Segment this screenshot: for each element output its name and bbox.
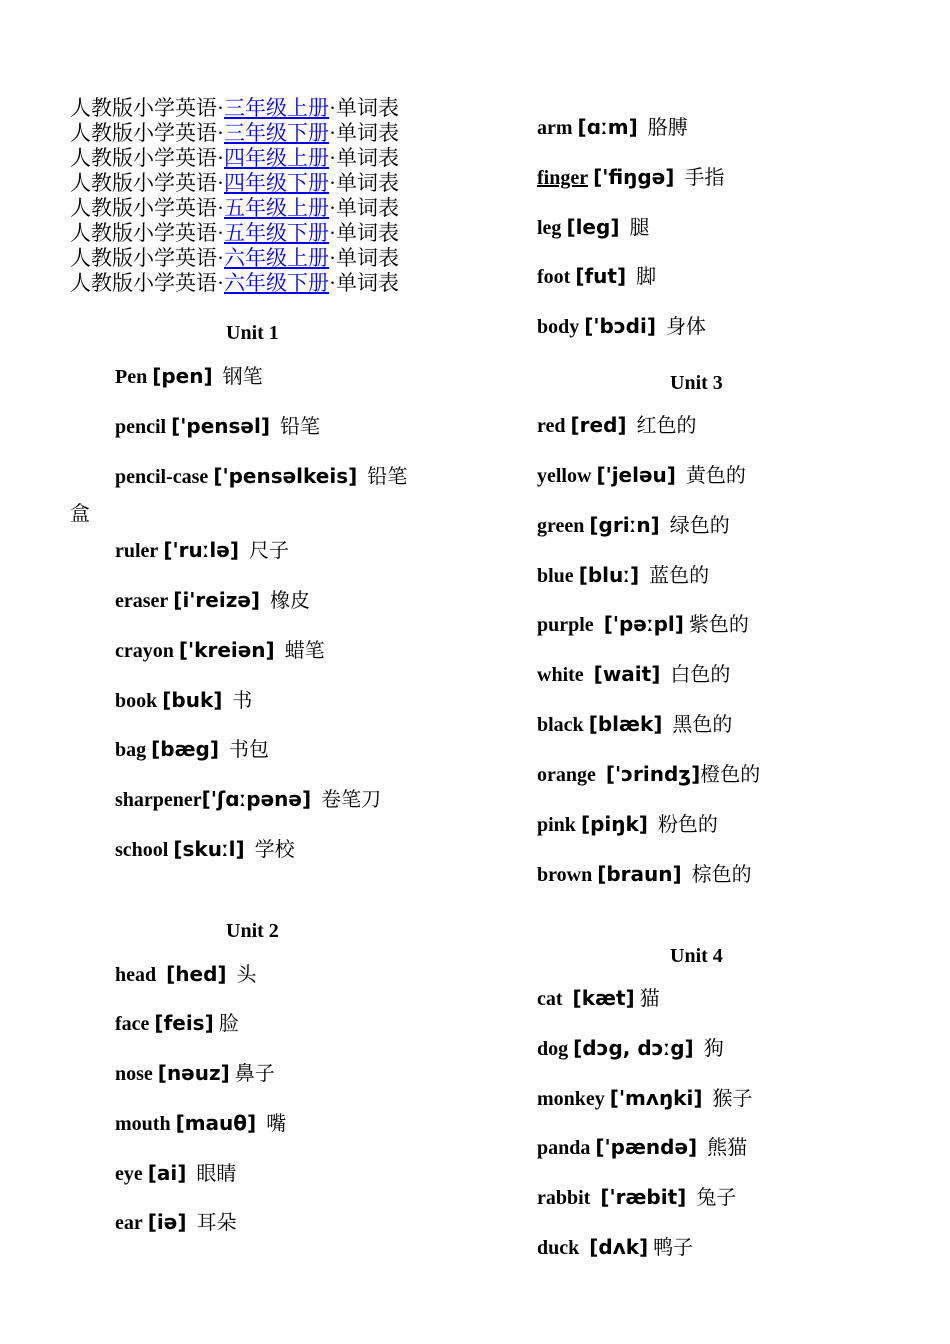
chinese-meaning: 绿色的 — [669, 513, 730, 537]
english-word: cat — [537, 988, 563, 1010]
phonetic: ['pəːpl] — [603, 612, 684, 636]
grade-link-4a[interactable]: 四年级上册 — [224, 146, 329, 170]
english-word: mouth — [115, 1113, 171, 1135]
english-word: pencil — [115, 416, 167, 438]
link-suffix: ·单词表 — [329, 121, 399, 145]
phonetic: [dʌk] — [589, 1235, 649, 1259]
english-word: arm — [537, 117, 573, 139]
phonetic: ['pændə] — [595, 1135, 698, 1159]
link-suffix: ·单词表 — [329, 96, 399, 120]
english-word: bag — [115, 739, 147, 761]
vocab-entry — [537, 260, 656, 289]
chinese-meaning: 学校 — [254, 837, 295, 861]
chinese-meaning: 脚 — [636, 264, 657, 288]
unit-4-heading: Unit 4 — [670, 945, 723, 967]
phonetic: [mauθ] — [175, 1111, 257, 1135]
vocab-entry — [537, 459, 746, 488]
vocab-entry — [537, 608, 749, 637]
vocab-entry — [537, 858, 752, 887]
phonetic: [bæg] — [151, 737, 219, 761]
chinese-meaning: 粉色的 — [657, 812, 718, 836]
english-word: rabbit — [537, 1187, 591, 1209]
link-suffix: ·单词表 — [329, 271, 399, 295]
grade-link-6b[interactable]: 六年级下册 — [224, 271, 329, 295]
phonetic: [i'reizə] — [173, 588, 261, 612]
vocab-entry — [537, 559, 709, 588]
grade-link-3a[interactable]: 三年级上册 — [224, 96, 329, 120]
chinese-meaning: 钢笔 — [222, 364, 263, 388]
vocab-entry — [537, 211, 649, 240]
link-suffix: ·单词表 — [329, 196, 399, 220]
link-prefix: 人教版小学英语· — [70, 146, 224, 170]
vocab-entry — [115, 360, 263, 389]
link-prefix: 人教版小学英语· — [70, 271, 224, 295]
vocab-entry — [115, 1206, 236, 1235]
phonetic: [blæk] — [588, 712, 663, 736]
english-word: orange — [537, 764, 596, 786]
chinese-meaning: 耳朵 — [196, 1210, 237, 1234]
grade-link-row — [70, 96, 399, 121]
english-word: sharpener — [115, 789, 202, 811]
english-word: pencil-case — [115, 466, 209, 488]
chinese-meaning-wrap: 盒 — [70, 501, 90, 525]
phonetic: [pen] — [152, 364, 213, 388]
english-word: foot — [537, 266, 571, 288]
chinese-meaning: 棕色的 — [691, 862, 752, 886]
chinese-meaning: 紫色的 — [688, 612, 749, 636]
vocab-entry — [115, 584, 310, 613]
grade-link-row — [70, 246, 399, 271]
chinese-meaning: 狗 — [703, 1036, 724, 1060]
phonetic: ['bɔdi] — [584, 314, 656, 338]
english-word: ruler — [115, 540, 159, 562]
grade-link-row — [70, 271, 399, 296]
phonetic: ['ruːlə] — [163, 538, 239, 562]
english-word: face — [115, 1013, 150, 1035]
grade-link-5a[interactable]: 五年级上册 — [224, 196, 329, 220]
link-prefix: 人教版小学英语· — [70, 96, 224, 120]
vocab-entry — [537, 758, 760, 787]
english-word: crayon — [115, 640, 174, 662]
vocab-entry — [537, 1231, 693, 1260]
vocab-entry — [537, 658, 730, 687]
vocab-entry — [115, 783, 381, 812]
vocab-entry — [537, 409, 697, 438]
english-word: eye — [115, 1163, 143, 1185]
english-word: panda — [537, 1137, 591, 1159]
vocab-entry — [115, 958, 257, 987]
vocab-entry — [115, 1107, 286, 1136]
english-word: white — [537, 664, 584, 686]
grade-link-row — [70, 146, 399, 171]
phonetic: [fut] — [575, 264, 627, 288]
chinese-meaning: 橙色的 — [700, 762, 761, 786]
english-word: brown — [537, 864, 593, 886]
phonetic: ['ʃɑːpənə] — [201, 787, 312, 811]
phonetic: [red] — [570, 413, 627, 437]
vocab-entry — [115, 684, 252, 713]
chinese-meaning: 脸 — [218, 1011, 239, 1035]
vocab-entry — [115, 833, 295, 862]
vocab-entry — [115, 1157, 236, 1186]
grade-link-6a[interactable]: 六年级上册 — [224, 246, 329, 270]
grade-link-row — [70, 171, 399, 196]
vocab-entry — [537, 1181, 736, 1210]
chinese-meaning: 腿 — [629, 215, 650, 239]
chinese-meaning: 猴子 — [712, 1086, 753, 1110]
phonetic: ['fiŋgə] — [593, 165, 675, 189]
phonetic: ['mʌŋki] — [609, 1086, 703, 1110]
chinese-meaning: 黑色的 — [672, 712, 733, 736]
chinese-meaning: 头 — [236, 962, 257, 986]
english-word: ear — [115, 1212, 143, 1234]
chinese-meaning: 鼻子 — [234, 1061, 275, 1085]
unit-3-heading: Unit 3 — [670, 372, 723, 394]
english-word: head — [115, 964, 157, 986]
link-suffix: ·单词表 — [329, 146, 399, 170]
grade-link-row — [70, 196, 399, 221]
vocab-entry — [537, 509, 730, 538]
phonetic: [bluː] — [578, 563, 640, 587]
phonetic: [feis] — [154, 1011, 214, 1035]
vocab-entry — [115, 1007, 239, 1036]
chinese-meaning: 铅笔 — [279, 414, 320, 438]
link-prefix: 人教版小学英语· — [70, 221, 224, 245]
chinese-meaning: 尺子 — [248, 538, 289, 562]
chinese-meaning: 黄色的 — [685, 463, 746, 487]
chinese-meaning: 嘴 — [266, 1111, 287, 1135]
grade-link-5b[interactable]: 五年级下册 — [224, 221, 329, 245]
english-word: pink — [537, 814, 576, 836]
phonetic: [leg] — [566, 215, 620, 239]
grade-link-row — [70, 221, 399, 246]
phonetic: [nəuz] — [157, 1061, 230, 1085]
chinese-meaning: 眼睛 — [196, 1161, 237, 1185]
link-prefix: 人教版小学英语· — [70, 121, 224, 145]
vocab-entry — [115, 410, 320, 439]
phonetic: ['ræbit] — [600, 1185, 687, 1209]
grade-links-list — [70, 96, 399, 296]
vocab-entry — [537, 982, 660, 1011]
vocab-entry — [537, 161, 724, 190]
phonetic: [dɔg, dɔːg] — [573, 1036, 694, 1060]
vocab-entry — [537, 808, 718, 837]
phonetic: [kæt] — [572, 986, 635, 1010]
link-prefix: 人教版小学英语· — [70, 246, 224, 270]
vocab-entry — [115, 534, 289, 563]
chinese-meaning: 书包 — [229, 737, 269, 761]
phonetic: ['jeləu] — [596, 463, 676, 487]
phonetic: [ai] — [147, 1161, 187, 1185]
phonetic: [buk] — [162, 688, 223, 712]
chinese-meaning: 铅笔 — [367, 464, 408, 488]
phonetic: [hed] — [166, 962, 227, 986]
chinese-meaning: 书 — [232, 688, 253, 712]
link-suffix: ·单词表 — [329, 221, 399, 245]
chinese-meaning: 蓝色的 — [649, 563, 710, 587]
vocab-entry — [115, 634, 325, 663]
english-word: blue — [537, 565, 574, 587]
english-word: red — [537, 415, 566, 437]
chinese-meaning: 熊猫 — [707, 1135, 748, 1159]
english-word: Pen — [115, 366, 148, 388]
vocab-entry — [537, 111, 688, 140]
chinese-meaning: 身体 — [666, 314, 706, 338]
english-word: book — [115, 690, 158, 712]
phonetic: ['kreiən] — [178, 638, 275, 662]
phonetic: [skuːl] — [173, 837, 245, 861]
chinese-meaning: 白色的 — [670, 662, 731, 686]
link-prefix: 人教版小学英语· — [70, 196, 224, 220]
phonetic: [ɑːm] — [577, 115, 638, 139]
english-word: dog — [537, 1038, 569, 1060]
english-word: body — [537, 316, 580, 338]
phonetic: [griːn] — [589, 513, 660, 537]
unit-2-heading: Unit 2 — [226, 920, 279, 942]
unit-1-heading: Unit 1 — [226, 322, 279, 344]
phonetic: ['pensəl] — [171, 414, 270, 438]
vocab-entry — [115, 733, 269, 762]
chinese-meaning: 胳膊 — [647, 115, 688, 139]
phonetic: ['pensəlkeis] — [213, 464, 358, 488]
chinese-meaning: 卷笔刀 — [321, 787, 382, 811]
chinese-meaning: 橡皮 — [270, 588, 311, 612]
vocab-entry — [537, 1082, 752, 1111]
english-word: yellow — [537, 465, 592, 487]
chinese-meaning: 蜡笔 — [284, 638, 325, 662]
english-word: school — [115, 839, 169, 861]
english-word: leg — [537, 217, 562, 239]
chinese-meaning: 兔子 — [696, 1185, 737, 1209]
vocab-entry — [537, 310, 706, 339]
english-word: monkey — [537, 1088, 605, 1110]
english-word: finger — [537, 167, 589, 189]
english-word: green — [537, 515, 585, 537]
english-word: purple — [537, 614, 594, 636]
chinese-meaning: 红色的 — [636, 413, 697, 437]
link-suffix: ·单词表 — [329, 171, 399, 195]
link-prefix: 人教版小学英语· — [70, 171, 224, 195]
english-word: black — [537, 714, 584, 736]
vocab-entry — [115, 460, 407, 489]
vocab-entry — [537, 1032, 724, 1061]
phonetic: ['ɔrindʒ] — [605, 762, 701, 786]
vocab-entry — [537, 708, 732, 737]
link-suffix: ·单词表 — [329, 246, 399, 270]
phonetic: [piŋk] — [580, 812, 648, 836]
vocab-entry — [537, 1131, 747, 1160]
chinese-meaning: 鸭子 — [653, 1235, 694, 1259]
chinese-meaning: 手指 — [684, 165, 725, 189]
vocab-entry — [115, 1057, 275, 1086]
chinese-meaning: 猫 — [639, 986, 660, 1010]
phonetic: [iə] — [147, 1210, 187, 1234]
phonetic: [wait] — [593, 662, 661, 686]
grade-link-row — [70, 121, 399, 146]
phonetic: [braun] — [597, 862, 682, 886]
english-word: eraser — [115, 590, 169, 612]
english-word: nose — [115, 1063, 153, 1085]
grade-link-4b[interactable]: 四年级下册 — [224, 171, 329, 195]
english-word: duck — [537, 1237, 580, 1259]
grade-link-3b[interactable]: 三年级下册 — [224, 121, 329, 145]
